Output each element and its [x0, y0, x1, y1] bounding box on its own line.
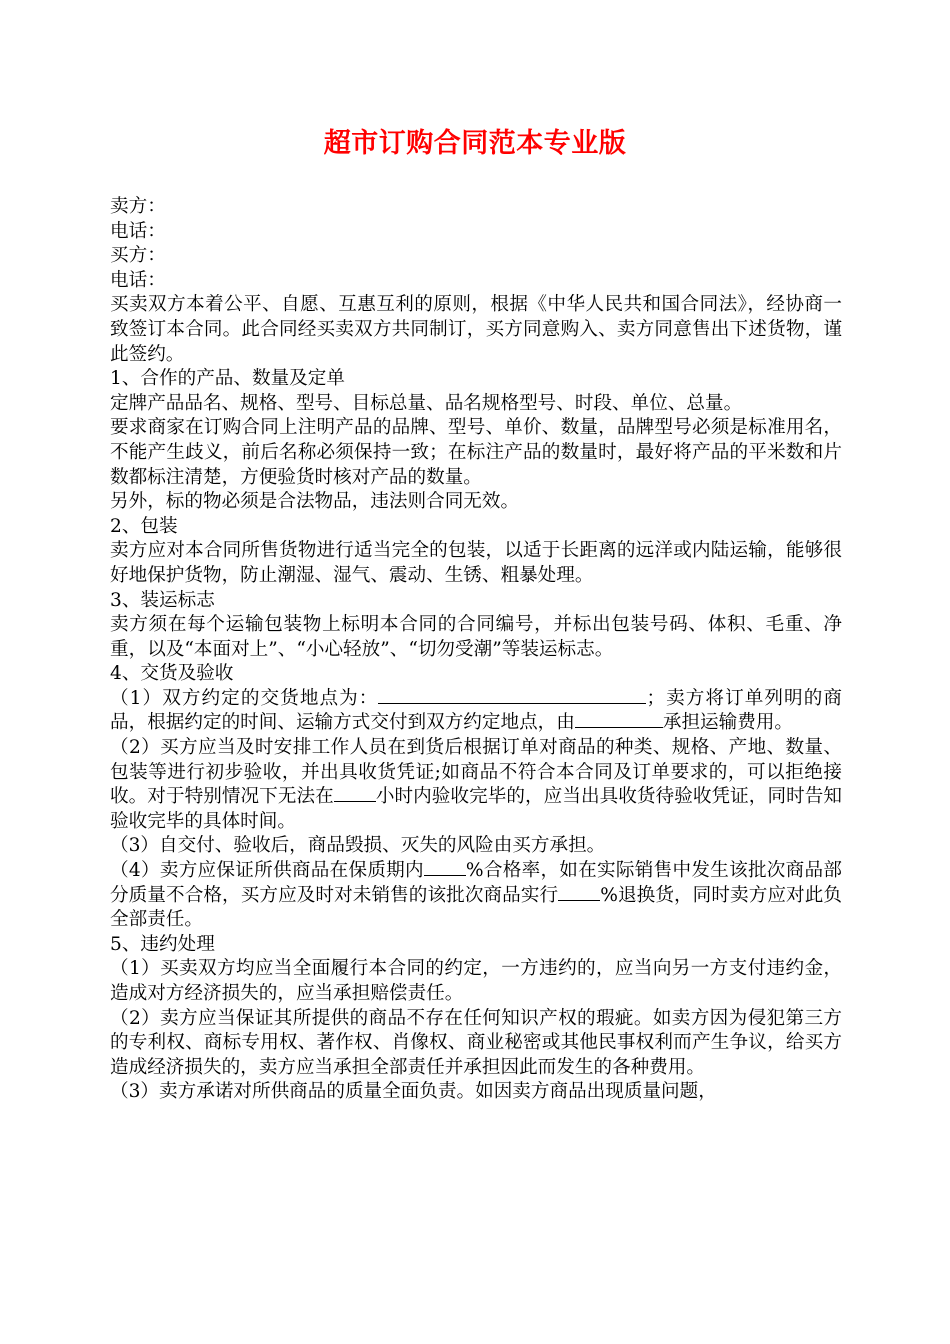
- section-4-item-1: [110, 687, 842, 736]
- pass-rate-blank: [424, 859, 466, 876]
- section-2-paragraph-1: 卖方应对本合同所售货物进行适当完全的包装，以适于长距离的远洋或内陆运输，能够很好地保护货物，防止潮湿、湿气、震动、生锈、粗暴处理。: [110, 540, 842, 586]
- item-1-text-a: （1）双方约定的交货地点为：: [110, 687, 379, 709]
- section-4-item-3: （3）自交付、验收后，商品毁损、灭失的风险由买方承担。: [110, 835, 606, 857]
- item-2-text-b: 小时内验收完毕的，应当出具收货待验收凭证，同时告知验收完毕的具体时间。: [110, 786, 842, 832]
- buyer-phone-label: 电话：: [110, 269, 166, 291]
- section-4-item-2: [110, 736, 842, 834]
- section-5-heading: 5、违约处理: [110, 933, 215, 955]
- buyer-label: 买方：: [110, 245, 166, 267]
- section-1-paragraph-1: 定牌产品品名、规格、型号、目标总量、品名规格型号、时段、单位、总量。: [110, 392, 743, 414]
- item-4-text-a: （4）卖方应保证所供商品在保质期内: [110, 860, 424, 882]
- delivery-location-blank: [378, 687, 646, 704]
- section-3-paragraph-1: 卖方须在每个运输包装物上标明本合同的合同编号，并标出包装号码、体积、毛重、净重，以及“本面对上”、“小心轻放”、“切勿受潮”等装运标志。: [110, 614, 842, 660]
- seller-phone-label: 电话：: [110, 220, 166, 242]
- item-4-text-b: %合格率，如在实际销售中发生该批次商品部分质量不合格，买方应及时对未销售的该批次商品实行: [110, 860, 842, 906]
- section-5-item-1: （1）买卖双方均应当全面履行本合同的约定，一方违约的，应当向另一方支付违约金，造成对方经济损失的，应当承担赔偿责任。: [110, 958, 842, 1004]
- page-title: 超市订购合同范本专业版: [323, 128, 627, 159]
- section-5-item-3: （3）卖方承诺对所供商品的质量全面负责。如因卖方商品出现质量问题，: [110, 1081, 717, 1103]
- seller-label: 卖方：: [110, 196, 166, 217]
- section-4-item-4: [110, 859, 842, 933]
- return-rate-blank: [558, 884, 600, 901]
- item-1-text-c: 承担运输费用。: [662, 712, 794, 734]
- item-4-text-c: %退换货，同时卖方应对此负全部责任。: [110, 884, 842, 931]
- section-1-paragraph-2: 要求商家在订购合同上注明产品的品牌、型号、单价、数量，品牌型号必须是标准用名，不能产生歧义，前后名称必须保持一致；在标注产品的数量时，最好将产品的平米数和片数都标注清楚，方便验货时核对产品的数量。: [110, 417, 842, 488]
- section-1-paragraph-3: 另外，标的物必须是合法物品，违法则合同无效。: [110, 491, 520, 513]
- section-3-heading: 3、装运标志: [110, 589, 215, 611]
- section-1-heading: 1、合作的产品、数量及定单: [110, 368, 345, 390]
- section-2-heading: 2、包装: [110, 515, 178, 537]
- inspection-hours-blank: [334, 785, 376, 802]
- freight-party-blank: [575, 711, 663, 728]
- section-4-heading: 4、交货及验收: [110, 663, 234, 685]
- contract-body: [110, 195, 842, 1105]
- item-1-text-b: ；卖方将订单列明的商品，根据约定的时间、运输方式交付到双方约定地点，由: [110, 687, 842, 734]
- item-2-text-a: （2）买方应当及时安排工作人员在到货后根据订单对商品的种类、规格、产地、数量、包装等进行初步验收，并出具收货凭证;如商品不符合本合同及订单要求的，可以拒绝接收。对于特别情况下无法在: [110, 737, 842, 808]
- section-5-item-2: （2）卖方应当保证其所提供的商品不存在任何知识产权的瑕疵。如卖方因为侵犯第三方的专利权、商标专用权、著作权、肖像权、商业秘密或其他民事权利而产生争议，给买方造成经济损失的，卖方应当承担全部责任并承担因此而发生的各种费用。: [110, 1007, 842, 1078]
- intro-paragraph: 买卖双方本着公平、自愿、互惠互利的原则，根据《中华人民共和国合同法》，经协商一致签订本合同。此合同经买卖双方共同制订，买方同意购入、卖方同意售出下述货物，谨此签约。: [110, 294, 842, 365]
